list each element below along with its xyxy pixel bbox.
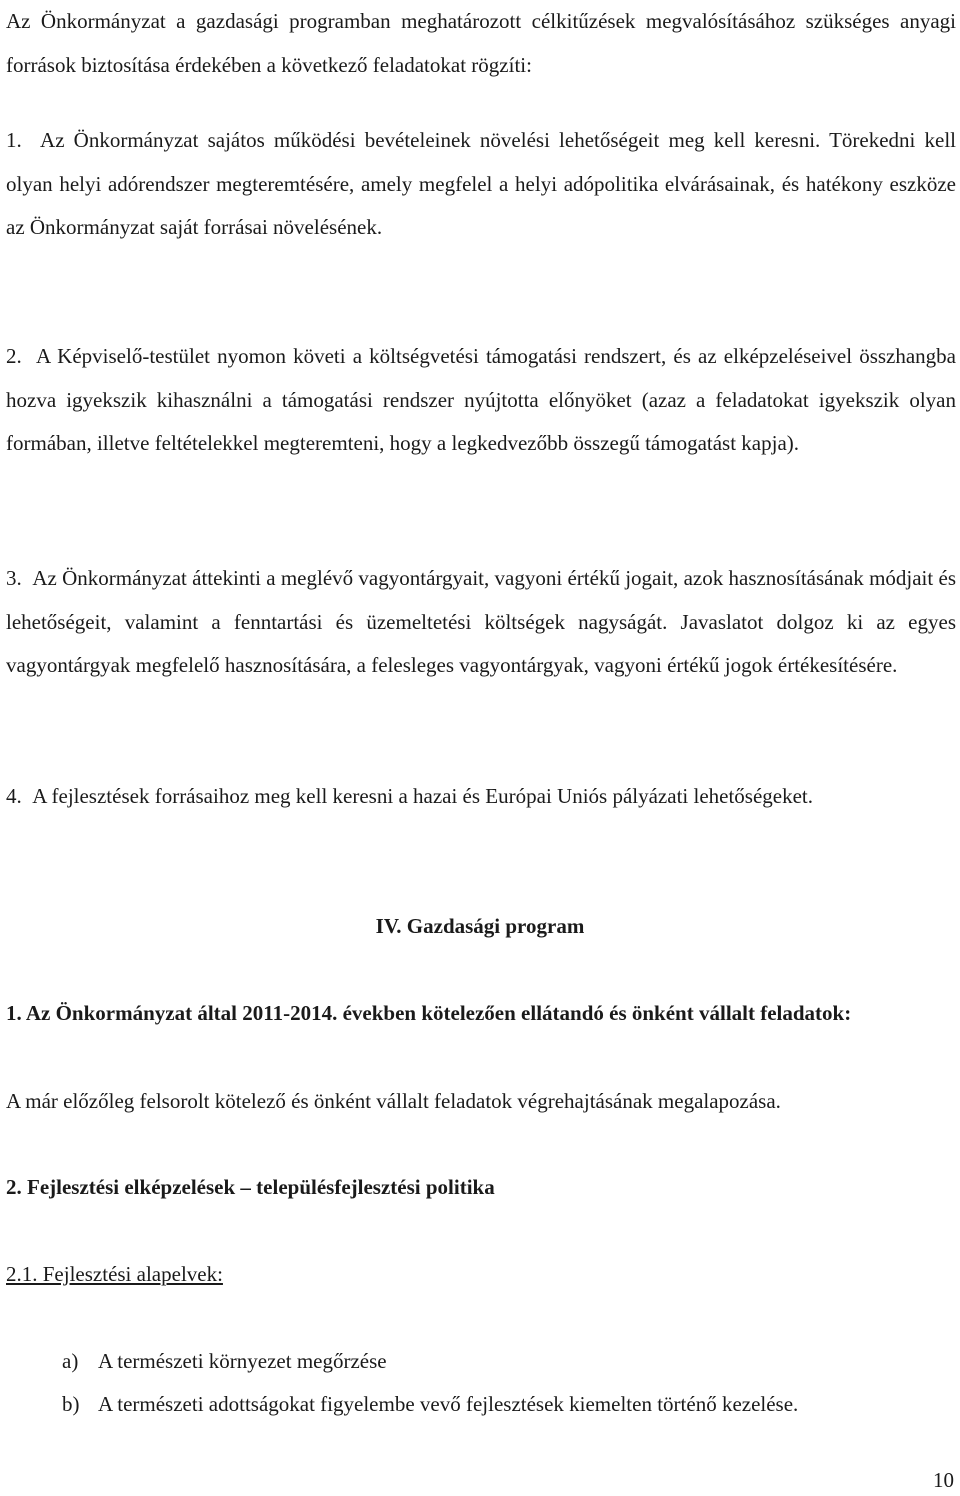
section-heading: IV. Gazdasági program xyxy=(375,914,585,938)
principle-item-b xyxy=(62,1383,798,1426)
list-item-body: Az Önkormányzat sajátos működési bevételeinek növelési lehetőségeit meg kell keresni. Törekedni kell olyan helyi adórendszer megteremtésére, amely megfelel a helyi adópolitika elvárásainak, és hatékony eszköze az Önkormányzat saját forrásai növelésének. xyxy=(6,128,956,239)
list-item-1 xyxy=(6,119,956,250)
principle-item-a xyxy=(62,1340,387,1383)
list-item-text xyxy=(6,119,956,250)
principle-text: A természeti környezet megőrzése xyxy=(98,1349,387,1373)
list-item-body: A fejlesztések forrásaihoz meg kell keresni a hazai és Európai Uniós pályázati lehetőségeket. xyxy=(32,784,814,808)
page-number: 10 xyxy=(933,1468,954,1492)
list-item-body: A Képviselő-testület nyomon követi a költségvetési támogatási rendszert, és az elképzeléseivel összhangba hozva igyekszik kihasználni a támogatási rendszer nyújtotta előnyöket (azaz a feladatokat igyekszik olyan formában, illetve feltételekkel megteremteni, hogy a legkedvezőbb összegű támogatást kapja). xyxy=(6,344,957,455)
list-item-text xyxy=(6,557,956,688)
list-item-4 xyxy=(6,775,956,819)
list-item-2 xyxy=(6,335,956,466)
list-item-body: Az Önkormányzat áttekinti a meglévő vagyontárgyait, vagyoni értékű jogait, azok hasznosításának módjait és lehetőségeit, valamint a fenntartási és üzemeltetési költségek nagyságát. Javaslatot dolgoz ki az egyes vagyontárgyak megfelelő hasznosítására, a felesleges vagyontárgyak, vagyoni értékű jogok értékesítésére. xyxy=(6,566,956,677)
subsection-1-title: 1. Az Önkormányzat által 2011-2014. években kötelezően ellátandó és önként vállalt feladatok: xyxy=(6,1001,852,1025)
list-item-number: 3. xyxy=(6,566,22,590)
principle-text: A természeti adottságokat figyelembe vevő fejlesztések kiemelten történő kezelése. xyxy=(98,1392,799,1416)
subsection-2-title: 2. Fejlesztési elképzelések – településfejlesztési politika xyxy=(6,1175,495,1199)
list-item-number: 1. xyxy=(6,128,22,152)
list-item-number: 2. xyxy=(6,344,22,368)
principle-letter: a) xyxy=(62,1349,79,1373)
list-item-number: 4. xyxy=(6,784,22,808)
subsection-1-body: A már előzőleg felsorolt kötelező és önként vállalt feladatok végrehajtásának megalapozása. xyxy=(6,1089,781,1113)
subsection-2-1-title: 2.1. Fejlesztési alapelvek: xyxy=(6,1262,223,1286)
list-item-3 xyxy=(6,557,956,688)
list-item-text xyxy=(6,335,956,466)
intro-paragraph: Az Önkormányzat a gazdasági programban meghatározott célkitűzések megvalósításához szükséges anyagi források biztosítása érdekében a következő feladatokat rögzíti: xyxy=(6,9,956,77)
principle-letter: b) xyxy=(62,1392,80,1416)
list-item-text xyxy=(6,775,956,819)
